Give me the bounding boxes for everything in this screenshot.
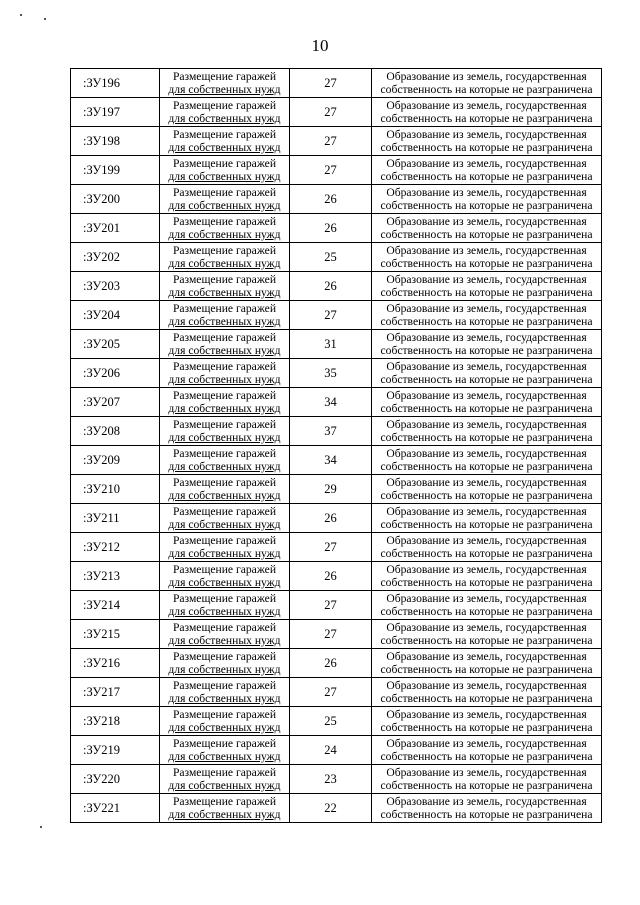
area-cell xyxy=(290,562,372,591)
formation-basis-line-2: собственность на которые не разграничена xyxy=(380,460,593,473)
parcel-id: :ЗУ199 xyxy=(83,162,121,177)
permitted-use-line-2: для собственных нужд xyxy=(168,373,281,386)
table-row xyxy=(71,98,602,127)
formation-basis-line-1: Образование из земель, государственная xyxy=(386,99,587,112)
permitted-use-cell xyxy=(160,562,290,591)
area-cell xyxy=(290,301,372,330)
formation-basis-line-1: Образование из земель, государственная xyxy=(386,128,587,141)
parcel-id-cell xyxy=(71,446,160,475)
area-cell xyxy=(290,475,372,504)
formation-basis-line-1: Образование из земель, государственная xyxy=(386,795,587,808)
area-value: 24 xyxy=(324,742,337,757)
permitted-use-line-2: для собственных нужд xyxy=(168,489,281,502)
scan-speck xyxy=(40,826,42,828)
area-cell xyxy=(290,765,372,794)
area-cell xyxy=(290,214,372,243)
area-value: 34 xyxy=(324,452,337,467)
permitted-use-line-1: Размещение гаражей xyxy=(172,621,277,634)
formation-basis-cell xyxy=(372,243,602,272)
permitted-use-cell xyxy=(160,620,290,649)
area-value: 34 xyxy=(324,394,337,409)
permitted-use-cell xyxy=(160,185,290,214)
permitted-use-cell xyxy=(160,736,290,765)
parcel-id: :ЗУ201 xyxy=(83,220,121,235)
permitted-use-line-2: для собственных нужд xyxy=(168,228,281,241)
formation-basis-cell xyxy=(372,417,602,446)
formation-basis-line-2: собственность на которые не разграничена xyxy=(380,663,593,676)
permitted-use-line-2: для собственных нужд xyxy=(168,779,281,792)
permitted-use-line-1: Размещение гаражей xyxy=(172,244,277,257)
formation-basis-line-1: Образование из земель, государственная xyxy=(386,418,587,431)
formation-basis-line-1: Образование из земель, государственная xyxy=(386,70,587,83)
permitted-use-line-2: для собственных нужд xyxy=(168,460,281,473)
permitted-use-line-2: для собственных нужд xyxy=(168,518,281,531)
area-cell xyxy=(290,678,372,707)
parcel-id: :ЗУ214 xyxy=(83,597,121,612)
parcel-id-cell xyxy=(71,533,160,562)
formation-basis-cell xyxy=(372,301,602,330)
formation-basis-cell xyxy=(372,69,602,98)
area-cell xyxy=(290,388,372,417)
formation-basis-cell xyxy=(372,330,602,359)
table-row xyxy=(71,156,602,185)
parcel-id-cell xyxy=(71,620,160,649)
area-value: 26 xyxy=(324,510,337,525)
permitted-use-cell xyxy=(160,69,290,98)
permitted-use-cell xyxy=(160,678,290,707)
permitted-use-line-1: Размещение гаражей xyxy=(172,534,277,547)
formation-basis-line-1: Образование из земель, государственная xyxy=(386,766,587,779)
formation-basis-cell xyxy=(372,214,602,243)
formation-basis-cell xyxy=(372,765,602,794)
formation-basis-cell xyxy=(372,388,602,417)
area-cell xyxy=(290,736,372,765)
permitted-use-line-2: для собственных нужд xyxy=(168,576,281,589)
permitted-use-cell xyxy=(160,272,290,301)
permitted-use-cell xyxy=(160,475,290,504)
permitted-use-line-2: для собственных нужд xyxy=(168,808,281,821)
table-row xyxy=(71,446,602,475)
parcel-id-cell xyxy=(71,388,160,417)
page-number: 10 xyxy=(311,36,329,55)
table-row xyxy=(71,475,602,504)
formation-basis-line-1: Образование из земель, государственная xyxy=(386,737,587,750)
parcel-id-cell xyxy=(71,475,160,504)
parcel-id-cell xyxy=(71,765,160,794)
area-value: 27 xyxy=(324,133,337,148)
permitted-use-line-1: Размещение гаражей xyxy=(172,302,277,315)
formation-basis-line-2: собственность на которые не разграничена xyxy=(380,605,593,618)
permitted-use-cell xyxy=(160,243,290,272)
formation-basis-cell xyxy=(372,591,602,620)
parcel-id: :ЗУ200 xyxy=(83,191,121,206)
permitted-use-cell xyxy=(160,765,290,794)
permitted-use-line-1: Размещение гаражей xyxy=(172,360,277,373)
formation-basis-line-2: собственность на которые не разграничена xyxy=(380,199,593,212)
formation-basis-line-2: собственность на которые не разграничена xyxy=(380,170,593,183)
parcel-id: :ЗУ208 xyxy=(83,423,121,438)
formation-basis-line-2: собственность на которые не разграничена xyxy=(380,721,593,734)
permitted-use-cell xyxy=(160,98,290,127)
permitted-use-cell xyxy=(160,504,290,533)
parcel-id: :ЗУ213 xyxy=(83,568,121,583)
formation-basis-line-1: Образование из земель, государственная xyxy=(386,389,587,402)
formation-basis-line-1: Образование из земель, государственная xyxy=(386,273,587,286)
area-value: 27 xyxy=(324,75,337,90)
area-value: 26 xyxy=(324,191,337,206)
table-row xyxy=(71,533,602,562)
parcel-id-cell xyxy=(71,649,160,678)
table-row xyxy=(71,185,602,214)
formation-basis-line-1: Образование из земель, государственная xyxy=(386,708,587,721)
parcel-id: :ЗУ218 xyxy=(83,713,121,728)
parcel-id-cell xyxy=(71,156,160,185)
area-value: 23 xyxy=(324,771,337,786)
permitted-use-line-1: Размещение гаражей xyxy=(172,766,277,779)
permitted-use-line-2: для собственных нужд xyxy=(168,286,281,299)
area-cell xyxy=(290,272,372,301)
permitted-use-cell xyxy=(160,591,290,620)
permitted-use-line-1: Размещение гаражей xyxy=(172,795,277,808)
permitted-use-cell xyxy=(160,533,290,562)
permitted-use-cell xyxy=(160,301,290,330)
table-row xyxy=(71,272,602,301)
permitted-use-line-2: для собственных нужд xyxy=(168,170,281,183)
area-value: 27 xyxy=(324,104,337,119)
formation-basis-cell xyxy=(372,620,602,649)
permitted-use-line-1: Размещение гаражей xyxy=(172,186,277,199)
area-value: 25 xyxy=(324,713,337,728)
formation-basis-line-2: собственность на которые не разграничена xyxy=(380,750,593,763)
permitted-use-line-1: Размещение гаражей xyxy=(172,708,277,721)
permitted-use-line-1: Размещение гаражей xyxy=(172,592,277,605)
permitted-use-cell xyxy=(160,156,290,185)
area-cell xyxy=(290,591,372,620)
permitted-use-line-1: Размещение гаражей xyxy=(172,476,277,489)
parcel-id-cell xyxy=(71,243,160,272)
parcel-id-cell xyxy=(71,214,160,243)
formation-basis-cell xyxy=(372,127,602,156)
formation-basis-line-1: Образование из земель, государственная xyxy=(386,244,587,257)
area-value: 26 xyxy=(324,655,337,670)
formation-basis-line-2: собственность на которые не разграничена xyxy=(380,402,593,415)
permitted-use-line-2: для собственных нужд xyxy=(168,257,281,270)
parcel-id: :ЗУ205 xyxy=(83,336,121,351)
parcel-id: :ЗУ206 xyxy=(83,365,121,380)
parcel-id: :ЗУ197 xyxy=(83,104,121,119)
parcel-id: :ЗУ198 xyxy=(83,133,121,148)
parcel-id: :ЗУ212 xyxy=(83,539,121,554)
area-value: 25 xyxy=(324,249,337,264)
permitted-use-line-1: Размещение гаражей xyxy=(172,70,277,83)
table-row xyxy=(71,359,602,388)
area-cell xyxy=(290,446,372,475)
table-body xyxy=(71,69,602,823)
permitted-use-line-1: Размещение гаражей xyxy=(172,679,277,692)
permitted-use-line-2: для собственных нужд xyxy=(168,721,281,734)
permitted-use-line-1: Размещение гаражей xyxy=(172,157,277,170)
area-value: 26 xyxy=(324,278,337,293)
permitted-use-line-2: для собственных нужд xyxy=(168,199,281,212)
area-cell xyxy=(290,794,372,823)
formation-basis-line-2: собственность на которые не разграничена xyxy=(380,431,593,444)
formation-basis-line-1: Образование из земель, государственная xyxy=(386,621,587,634)
permitted-use-line-2: для собственных нужд xyxy=(168,83,281,96)
permitted-use-cell xyxy=(160,214,290,243)
formation-basis-line-2: собственность на которые не разграничена xyxy=(380,344,593,357)
formation-basis-line-1: Образование из земель, государственная xyxy=(386,592,587,605)
parcel-id-cell xyxy=(71,69,160,98)
area-cell xyxy=(290,98,372,127)
parcel-id-cell xyxy=(71,678,160,707)
permitted-use-cell xyxy=(160,417,290,446)
permitted-use-line-1: Размещение гаражей xyxy=(172,389,277,402)
formation-basis-line-2: собственность на которые не разграничена xyxy=(380,257,593,270)
parcel-id: :ЗУ203 xyxy=(83,278,121,293)
parcel-id: :ЗУ217 xyxy=(83,684,121,699)
table-row xyxy=(71,649,602,678)
table-row xyxy=(71,243,602,272)
permitted-use-line-2: для собственных нужд xyxy=(168,141,281,154)
formation-basis-cell xyxy=(372,504,602,533)
parcel-id: :ЗУ221 xyxy=(83,800,121,815)
area-value: 27 xyxy=(324,626,337,641)
permitted-use-cell xyxy=(160,127,290,156)
area-value: 27 xyxy=(324,597,337,612)
area-value: 35 xyxy=(324,365,337,380)
area-cell xyxy=(290,69,372,98)
parcel-id-cell xyxy=(71,272,160,301)
area-cell xyxy=(290,707,372,736)
table-row xyxy=(71,562,602,591)
formation-basis-line-2: собственность на которые не разграничена xyxy=(380,141,593,154)
formation-basis-cell xyxy=(372,185,602,214)
formation-basis-line-2: собственность на которые не разграничена xyxy=(380,576,593,589)
formation-basis-cell xyxy=(372,272,602,301)
table-row xyxy=(71,388,602,417)
area-value: 22 xyxy=(324,800,337,815)
table-row xyxy=(71,707,602,736)
table-row xyxy=(71,794,602,823)
formation-basis-cell xyxy=(372,98,602,127)
parcel-id: :ЗУ204 xyxy=(83,307,121,322)
permitted-use-cell xyxy=(160,707,290,736)
parcel-id-cell xyxy=(71,562,160,591)
permitted-use-line-1: Размещение гаражей xyxy=(172,331,277,344)
permitted-use-cell xyxy=(160,446,290,475)
formation-basis-line-2: собственность на которые не разграничена xyxy=(380,112,593,125)
permitted-use-cell xyxy=(160,330,290,359)
area-cell xyxy=(290,127,372,156)
parcel-id: :ЗУ202 xyxy=(83,249,121,264)
permitted-use-cell xyxy=(160,794,290,823)
table-row xyxy=(71,736,602,765)
area-cell xyxy=(290,533,372,562)
area-value: 37 xyxy=(324,423,337,438)
permitted-use-line-1: Размещение гаражей xyxy=(172,447,277,460)
permitted-use-line-1: Размещение гаражей xyxy=(172,737,277,750)
formation-basis-cell xyxy=(372,649,602,678)
formation-basis-line-2: собственность на которые не разграничена xyxy=(380,83,593,96)
formation-basis-line-1: Образование из земель, государственная xyxy=(386,650,587,663)
table-row xyxy=(71,417,602,446)
parcel-id-cell xyxy=(71,417,160,446)
parcel-id: :ЗУ219 xyxy=(83,742,121,757)
parcel-id: :ЗУ207 xyxy=(83,394,121,409)
parcel-id-cell xyxy=(71,359,160,388)
formation-basis-cell xyxy=(372,562,602,591)
area-cell xyxy=(290,359,372,388)
area-value: 27 xyxy=(324,539,337,554)
area-value: 31 xyxy=(324,336,337,351)
formation-basis-cell xyxy=(372,156,602,185)
table-row xyxy=(71,504,602,533)
table-row xyxy=(71,69,602,98)
permitted-use-line-2: для собственных нужд xyxy=(168,431,281,444)
area-cell xyxy=(290,243,372,272)
formation-basis-line-2: собственность на которые не разграничена xyxy=(380,373,593,386)
parcel-id: :ЗУ220 xyxy=(83,771,121,786)
area-cell xyxy=(290,185,372,214)
formation-basis-cell xyxy=(372,794,602,823)
area-value: 26 xyxy=(324,568,337,583)
formation-basis-line-2: собственность на которые не разграничена xyxy=(380,634,593,647)
formation-basis-cell xyxy=(372,678,602,707)
parcel-id: :ЗУ196 xyxy=(83,75,121,90)
formation-basis-line-2: собственность на которые не разграничена xyxy=(380,286,593,299)
permitted-use-cell xyxy=(160,388,290,417)
permitted-use-cell xyxy=(160,649,290,678)
parcel-id: :ЗУ215 xyxy=(83,626,121,641)
formation-basis-line-2: собственность на которые не разграничена xyxy=(380,228,593,241)
formation-basis-line-1: Образование из земель, государственная xyxy=(386,157,587,170)
parcel-id-cell xyxy=(71,185,160,214)
permitted-use-line-2: для собственных нужд xyxy=(168,402,281,415)
formation-basis-cell xyxy=(372,533,602,562)
table-row xyxy=(71,214,602,243)
area-value: 27 xyxy=(324,162,337,177)
land-parcels-table xyxy=(70,68,602,823)
parcel-id-cell xyxy=(71,98,160,127)
parcel-id: :ЗУ216 xyxy=(83,655,121,670)
formation-basis-line-2: собственность на которые не разграничена xyxy=(380,518,593,531)
table-row xyxy=(71,591,602,620)
area-value: 26 xyxy=(324,220,337,235)
permitted-use-line-1: Размещение гаражей xyxy=(172,215,277,228)
permitted-use-line-2: для собственных нужд xyxy=(168,663,281,676)
formation-basis-line-1: Образование из земель, государственная xyxy=(386,186,587,199)
parcel-id: :ЗУ209 xyxy=(83,452,121,467)
formation-basis-line-2: собственность на которые не разграничена xyxy=(380,808,593,821)
area-cell xyxy=(290,417,372,446)
table-row xyxy=(71,127,602,156)
formation-basis-line-2: собственность на которые не разграничена xyxy=(380,779,593,792)
permitted-use-line-1: Размещение гаражей xyxy=(172,273,277,286)
formation-basis-line-1: Образование из земель, государственная xyxy=(386,447,587,460)
permitted-use-line-1: Размещение гаражей xyxy=(172,563,277,576)
formation-basis-line-1: Образование из земель, государственная xyxy=(386,679,587,692)
table-row xyxy=(71,678,602,707)
permitted-use-line-2: для собственных нужд xyxy=(168,315,281,328)
scan-speck xyxy=(20,14,22,16)
parcel-id: :ЗУ211 xyxy=(83,510,120,525)
formation-basis-cell xyxy=(372,359,602,388)
formation-basis-cell xyxy=(372,475,602,504)
formation-basis-line-1: Образование из земель, государственная xyxy=(386,505,587,518)
formation-basis-cell xyxy=(372,736,602,765)
formation-basis-line-1: Образование из земель, государственная xyxy=(386,360,587,373)
formation-basis-line-1: Образование из земель, государственная xyxy=(386,563,587,576)
permitted-use-line-2: для собственных нужд xyxy=(168,605,281,618)
permitted-use-line-1: Размещение гаражей xyxy=(172,418,277,431)
parcel-id-cell xyxy=(71,301,160,330)
permitted-use-line-2: для собственных нужд xyxy=(168,344,281,357)
formation-basis-line-2: собственность на которые не разграничена xyxy=(380,489,593,502)
area-cell xyxy=(290,330,372,359)
scan-speck xyxy=(44,18,46,20)
formation-basis-line-2: собственность на которые не разграничена xyxy=(380,547,593,560)
table-row xyxy=(71,765,602,794)
formation-basis-line-2: собственность на которые не разграничена xyxy=(380,692,593,705)
permitted-use-line-1: Размещение гаражей xyxy=(172,128,277,141)
formation-basis-line-1: Образование из земель, государственная xyxy=(386,534,587,547)
parcel-id-cell xyxy=(71,736,160,765)
formation-basis-line-1: Образование из земель, государственная xyxy=(386,331,587,344)
area-cell xyxy=(290,620,372,649)
permitted-use-line-1: Размещение гаражей xyxy=(172,505,277,518)
table-row xyxy=(71,301,602,330)
parcel-id-cell xyxy=(71,794,160,823)
parcel-id-cell xyxy=(71,127,160,156)
permitted-use-line-2: для собственных нужд xyxy=(168,634,281,647)
permitted-use-line-2: для собственных нужд xyxy=(168,750,281,763)
area-cell xyxy=(290,649,372,678)
formation-basis-cell xyxy=(372,707,602,736)
permitted-use-line-2: для собственных нужд xyxy=(168,547,281,560)
formation-basis-line-1: Образование из земель, государственная xyxy=(386,215,587,228)
formation-basis-line-1: Образование из земель, государственная xyxy=(386,302,587,315)
permitted-use-line-2: для собственных нужд xyxy=(168,112,281,125)
permitted-use-line-1: Размещение гаражей xyxy=(172,99,277,112)
parcel-id-cell xyxy=(71,707,160,736)
parcel-id: :ЗУ210 xyxy=(83,481,121,496)
permitted-use-line-1: Размещение гаражей xyxy=(172,650,277,663)
parcel-id-cell xyxy=(71,330,160,359)
formation-basis-line-1: Образование из земель, государственная xyxy=(386,476,587,489)
formation-basis-line-2: собственность на которые не разграничена xyxy=(380,315,593,328)
area-value: 29 xyxy=(324,481,337,496)
table-row xyxy=(71,330,602,359)
parcel-id-cell xyxy=(71,591,160,620)
parcel-id-cell xyxy=(71,504,160,533)
area-value: 27 xyxy=(324,307,337,322)
table-row xyxy=(71,620,602,649)
permitted-use-cell xyxy=(160,359,290,388)
area-cell xyxy=(290,156,372,185)
area-value: 27 xyxy=(324,684,337,699)
permitted-use-line-2: для собственных нужд xyxy=(168,692,281,705)
area-cell xyxy=(290,504,372,533)
formation-basis-cell xyxy=(372,446,602,475)
